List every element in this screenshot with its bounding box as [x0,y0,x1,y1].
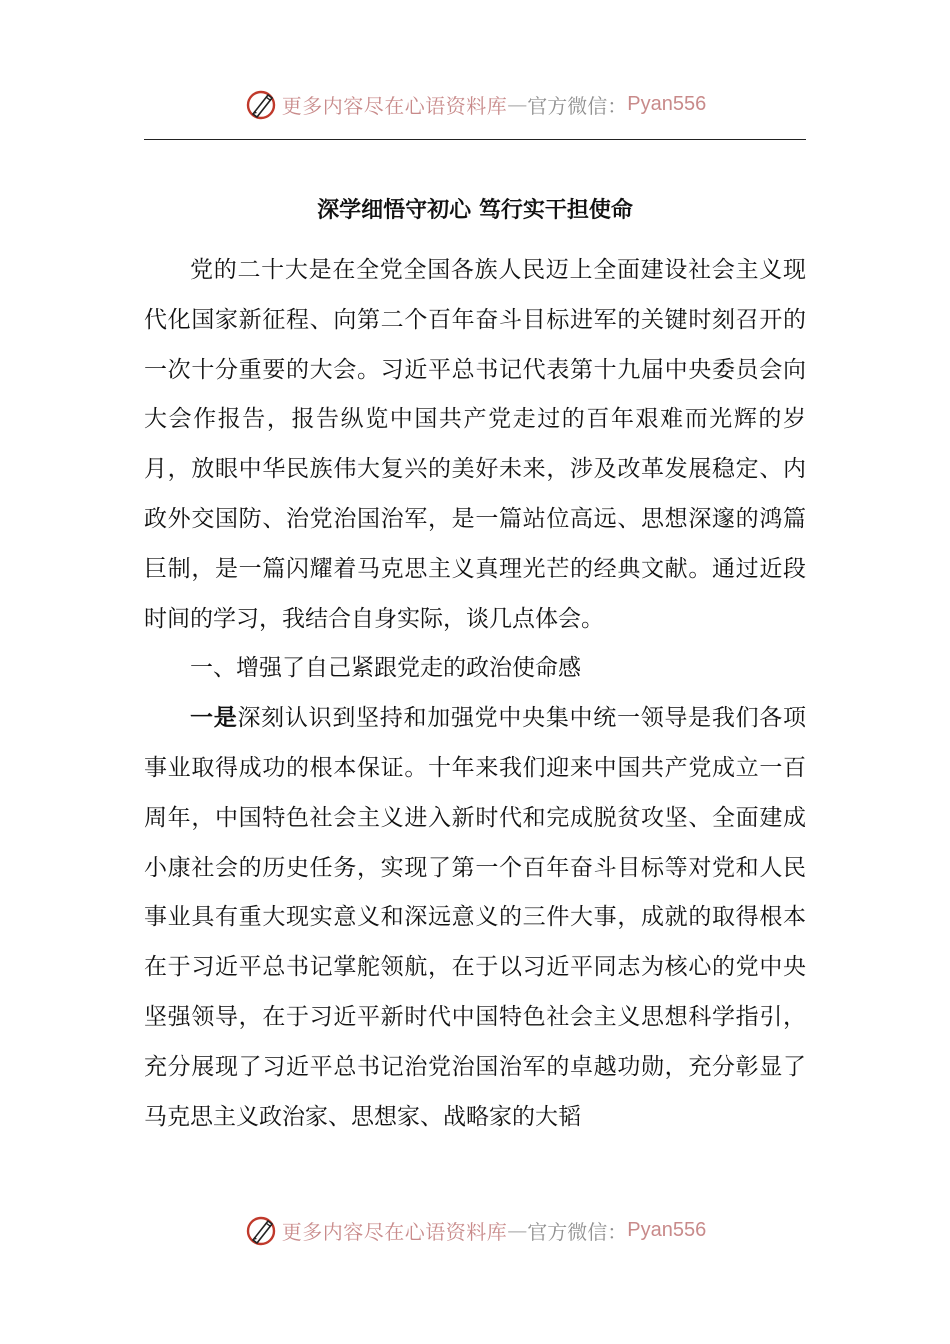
header-banner-text: 更多内容尽在心语资料库 [281,93,508,118]
intro-paragraph: 党的二十大是在全党全国各族人民迈上全面建设社会主义现代化国家新征程、向第二个百年奋斗目标进军的关键时刻召开的一次十分重要的大会。习近平总书记代表第十九届中央委员会向大会作报告，报告纵览中国共产党走过的百年艰难而光辉的岁月，放眼中华民族伟大复兴的美好未来，涉及改革发展稳定、内政外交国防、治党治国治军，是一篇站位高远、思想深邃的鸿篇巨制，是一篇闪耀着马克思主义真理光芒的经典文献。通过近段时间的学习，我结合自身实际，谈几点体会。 [144,257,806,632]
point-text: 深刻认识到坚持和加强党中央集中统一领导是我们各项事业取得成功的根本保证。十年来我们迎来中国共产党成立一百周年，中国特色社会主义进入新时代和完成脱贫攻坚、全面建成小康社会的历史任务，实现了第一个百年奋斗目标等对党和人民事业具有重大现实意义和深远意义的三件大事，成就的取得根本在于习近平总书记掌舵领航，在于以习近平同志为核心的党中央坚强领导，在于习近平新时代中国特色社会主义思想科学指引，充分展现了习近平总书记治党治国治军的卓越功勋，充分彰显了马克思主义政治家、思想家、战略家的大韬 [144,705,807,1130]
header-divider [144,139,806,140]
header-wechat-id: Pyan556 [627,92,707,115]
point-lead: 一是 [190,705,238,732]
pen-logo-icon [244,87,278,121]
header-banner-separator: — [507,92,528,116]
footer-wechat-id: Pyan556 [627,1218,707,1241]
footer-banner-text: 更多内容尽在心语资料库 [281,1219,508,1244]
pen-logo-icon [244,1213,278,1247]
section-heading: 一、增强了自己紧跟党走的政治使命感 [190,655,581,682]
header-wechat-label: 官方微信： [527,93,628,118]
footer-wechat-label: 官方微信： [527,1219,628,1244]
footer-banner-separator: — [507,1218,528,1242]
footer-banner [0,1210,950,1250]
document-title: 深学细悟守初心 笃行实干担使命 [317,197,633,223]
header-banner [0,84,950,124]
point-paragraph [144,694,806,1142]
document-body [144,246,806,1142]
